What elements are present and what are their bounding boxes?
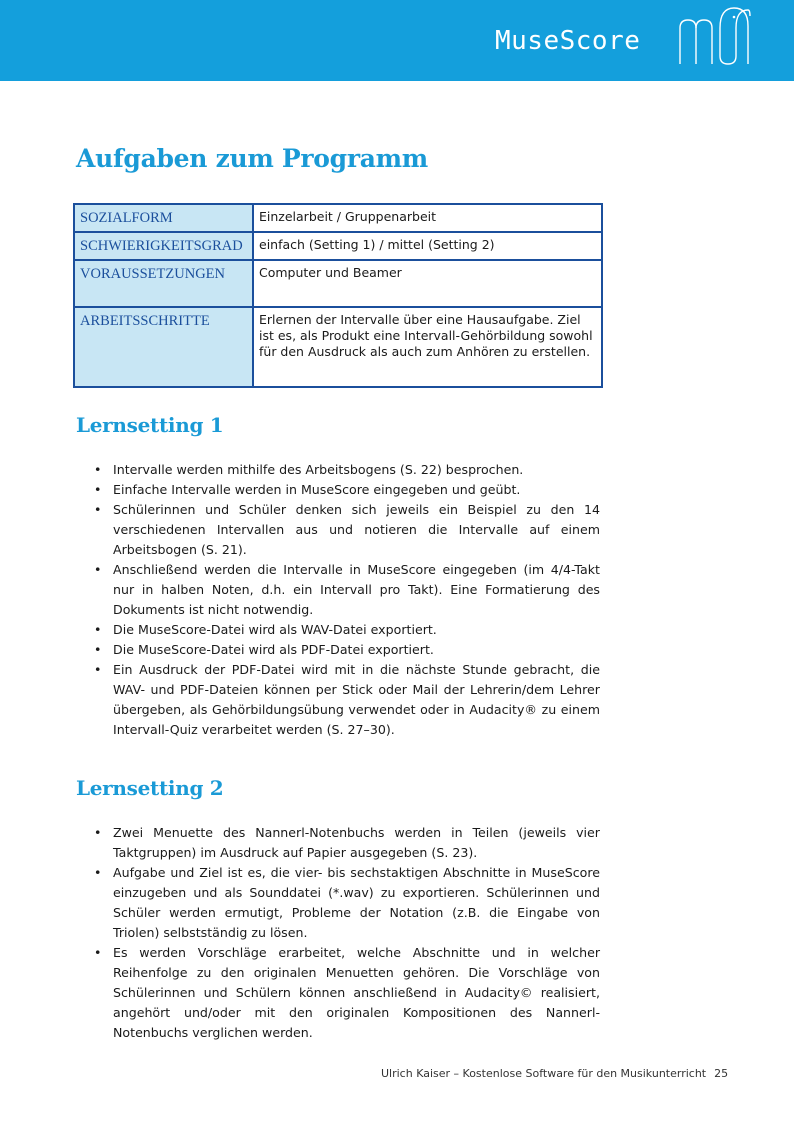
list-item-text: Schülerinnen und Schüler denken sich jeweils ein Beispiel zu den 14 verschiedenen Intervallen aus und notieren die Intervalle auf einem Arbeitsbogen (S. 21). bbox=[113, 502, 600, 557]
table-key: VORAUSSETZUNGEN bbox=[74, 260, 253, 307]
header-bar bbox=[0, 0, 794, 81]
bullet-icon: • bbox=[94, 482, 102, 497]
bullet-icon: • bbox=[94, 865, 102, 880]
musescore-logo-icon bbox=[676, 6, 752, 68]
list-item bbox=[94, 560, 600, 620]
table-value: Computer und Beamer bbox=[253, 260, 602, 307]
list-item bbox=[94, 943, 600, 1043]
table-value: Erlernen der Intervalle über eine Hausaufgabe. Ziel ist es, als Produkt eine Intervall-Gehörbildung sowohl für den Ausdruck als auch zum Anhören zu erstellen. bbox=[253, 307, 602, 387]
list-item-text: Die MuseScore-Datei wird als PDF-Datei exportiert. bbox=[113, 642, 434, 657]
bullet-icon: • bbox=[94, 502, 102, 517]
list-item-text: Es werden Vorschläge erarbeitet, welche Abschnitte und in welcher Reihenfolge zu den originalen Menuetten gehören. Die Vorschläge von Schülerinnen und Schülern können anschließend in Audacity© realisiert, angehört und/oder mit den originalen Kompositionen des Nannerl-Notenbuchs verglichen werden. bbox=[113, 945, 600, 1040]
list-item bbox=[94, 863, 600, 943]
list-item-text: Zwei Menuette des Nannerl-Notenbuchs werden in Teilen (jeweils vier Taktgruppen) im Ausdruck auf Papier ausgegeben (S. 23). bbox=[113, 825, 600, 860]
table-row bbox=[74, 307, 602, 387]
bullet-icon: • bbox=[94, 622, 102, 637]
bullet-icon: • bbox=[94, 462, 102, 477]
table-key: ARBEITSSCHRITTE bbox=[74, 307, 253, 387]
brand-name: MuseScore bbox=[495, 26, 641, 56]
bullet-icon: • bbox=[94, 825, 102, 840]
footer-text: Ulrich Kaiser – Kostenlose Software für den Musikunterricht bbox=[381, 1067, 707, 1080]
table-value: Einzelarbeit / Gruppenarbeit bbox=[253, 204, 602, 232]
bullet-icon: • bbox=[94, 662, 102, 677]
list-item bbox=[94, 500, 600, 560]
section-heading-lernsetting-1: Lernsetting 1 bbox=[76, 413, 224, 437]
page-number: 25 bbox=[714, 1067, 729, 1080]
bullet-list-lernsetting-2 bbox=[94, 823, 600, 1043]
list-item-text: Die MuseScore-Datei wird als WAV-Datei exportiert. bbox=[113, 622, 437, 637]
list-item-text: Intervalle werden mithilfe des Arbeitsbogens (S. 22) besprochen. bbox=[113, 462, 524, 477]
info-table bbox=[73, 203, 603, 388]
table-key: SCHWIERIGKEITSGRAD bbox=[74, 232, 253, 260]
bullet-list-lernsetting-1 bbox=[94, 460, 600, 740]
table-row bbox=[74, 260, 602, 307]
list-item bbox=[94, 460, 600, 480]
bullet-icon: • bbox=[94, 945, 102, 960]
list-item bbox=[94, 823, 600, 863]
list-item bbox=[94, 660, 600, 740]
list-item-text: Anschließend werden die Intervalle in MuseScore eingegeben (im 4/4-Takt nur in halben Noten, d.h. ein Intervall pro Takt). Eine Formatierung des Dokuments ist nicht notwendig. bbox=[113, 562, 600, 617]
table-key: SOZIALFORM bbox=[74, 204, 253, 232]
page-title: Aufgaben zum Programm bbox=[76, 144, 428, 173]
bullet-icon: • bbox=[94, 642, 102, 657]
list-item-text: Einfache Intervalle werden in MuseScore eingegeben und geübt. bbox=[113, 482, 521, 497]
list-item bbox=[94, 480, 600, 500]
list-item bbox=[94, 640, 600, 660]
table-value: einfach (Setting 1) / mittel (Setting 2) bbox=[253, 232, 602, 260]
list-item bbox=[94, 620, 600, 640]
page-footer bbox=[381, 1067, 728, 1080]
bullet-icon: • bbox=[94, 562, 102, 577]
list-item-text: Ein Ausdruck der PDF-Datei wird mit in die nächste Stunde gebracht, die WAV- und PDF-Dateien können per Stick oder Mail der Lehrerin/dem Lehrer übergeben, als Gehörbildungsübung verwendet oder in Audacity® zu einem Intervall-Quiz verarbeitet werden (S. 27–30). bbox=[113, 662, 600, 737]
list-item-text: Aufgabe und Ziel ist es, die vier- bis sechstaktigen Abschnitte in MuseScore einzugeben und als Sounddatei (*.wav) zu exportieren. Schülerinnen und Schüler werden ermutigt, Probleme der Notation (z.B. die Eingabe von Triolen) selbstständig zu lösen. bbox=[113, 865, 600, 940]
table-row bbox=[74, 204, 602, 232]
section-heading-lernsetting-2: Lernsetting 2 bbox=[76, 776, 224, 800]
table-row bbox=[74, 232, 602, 260]
